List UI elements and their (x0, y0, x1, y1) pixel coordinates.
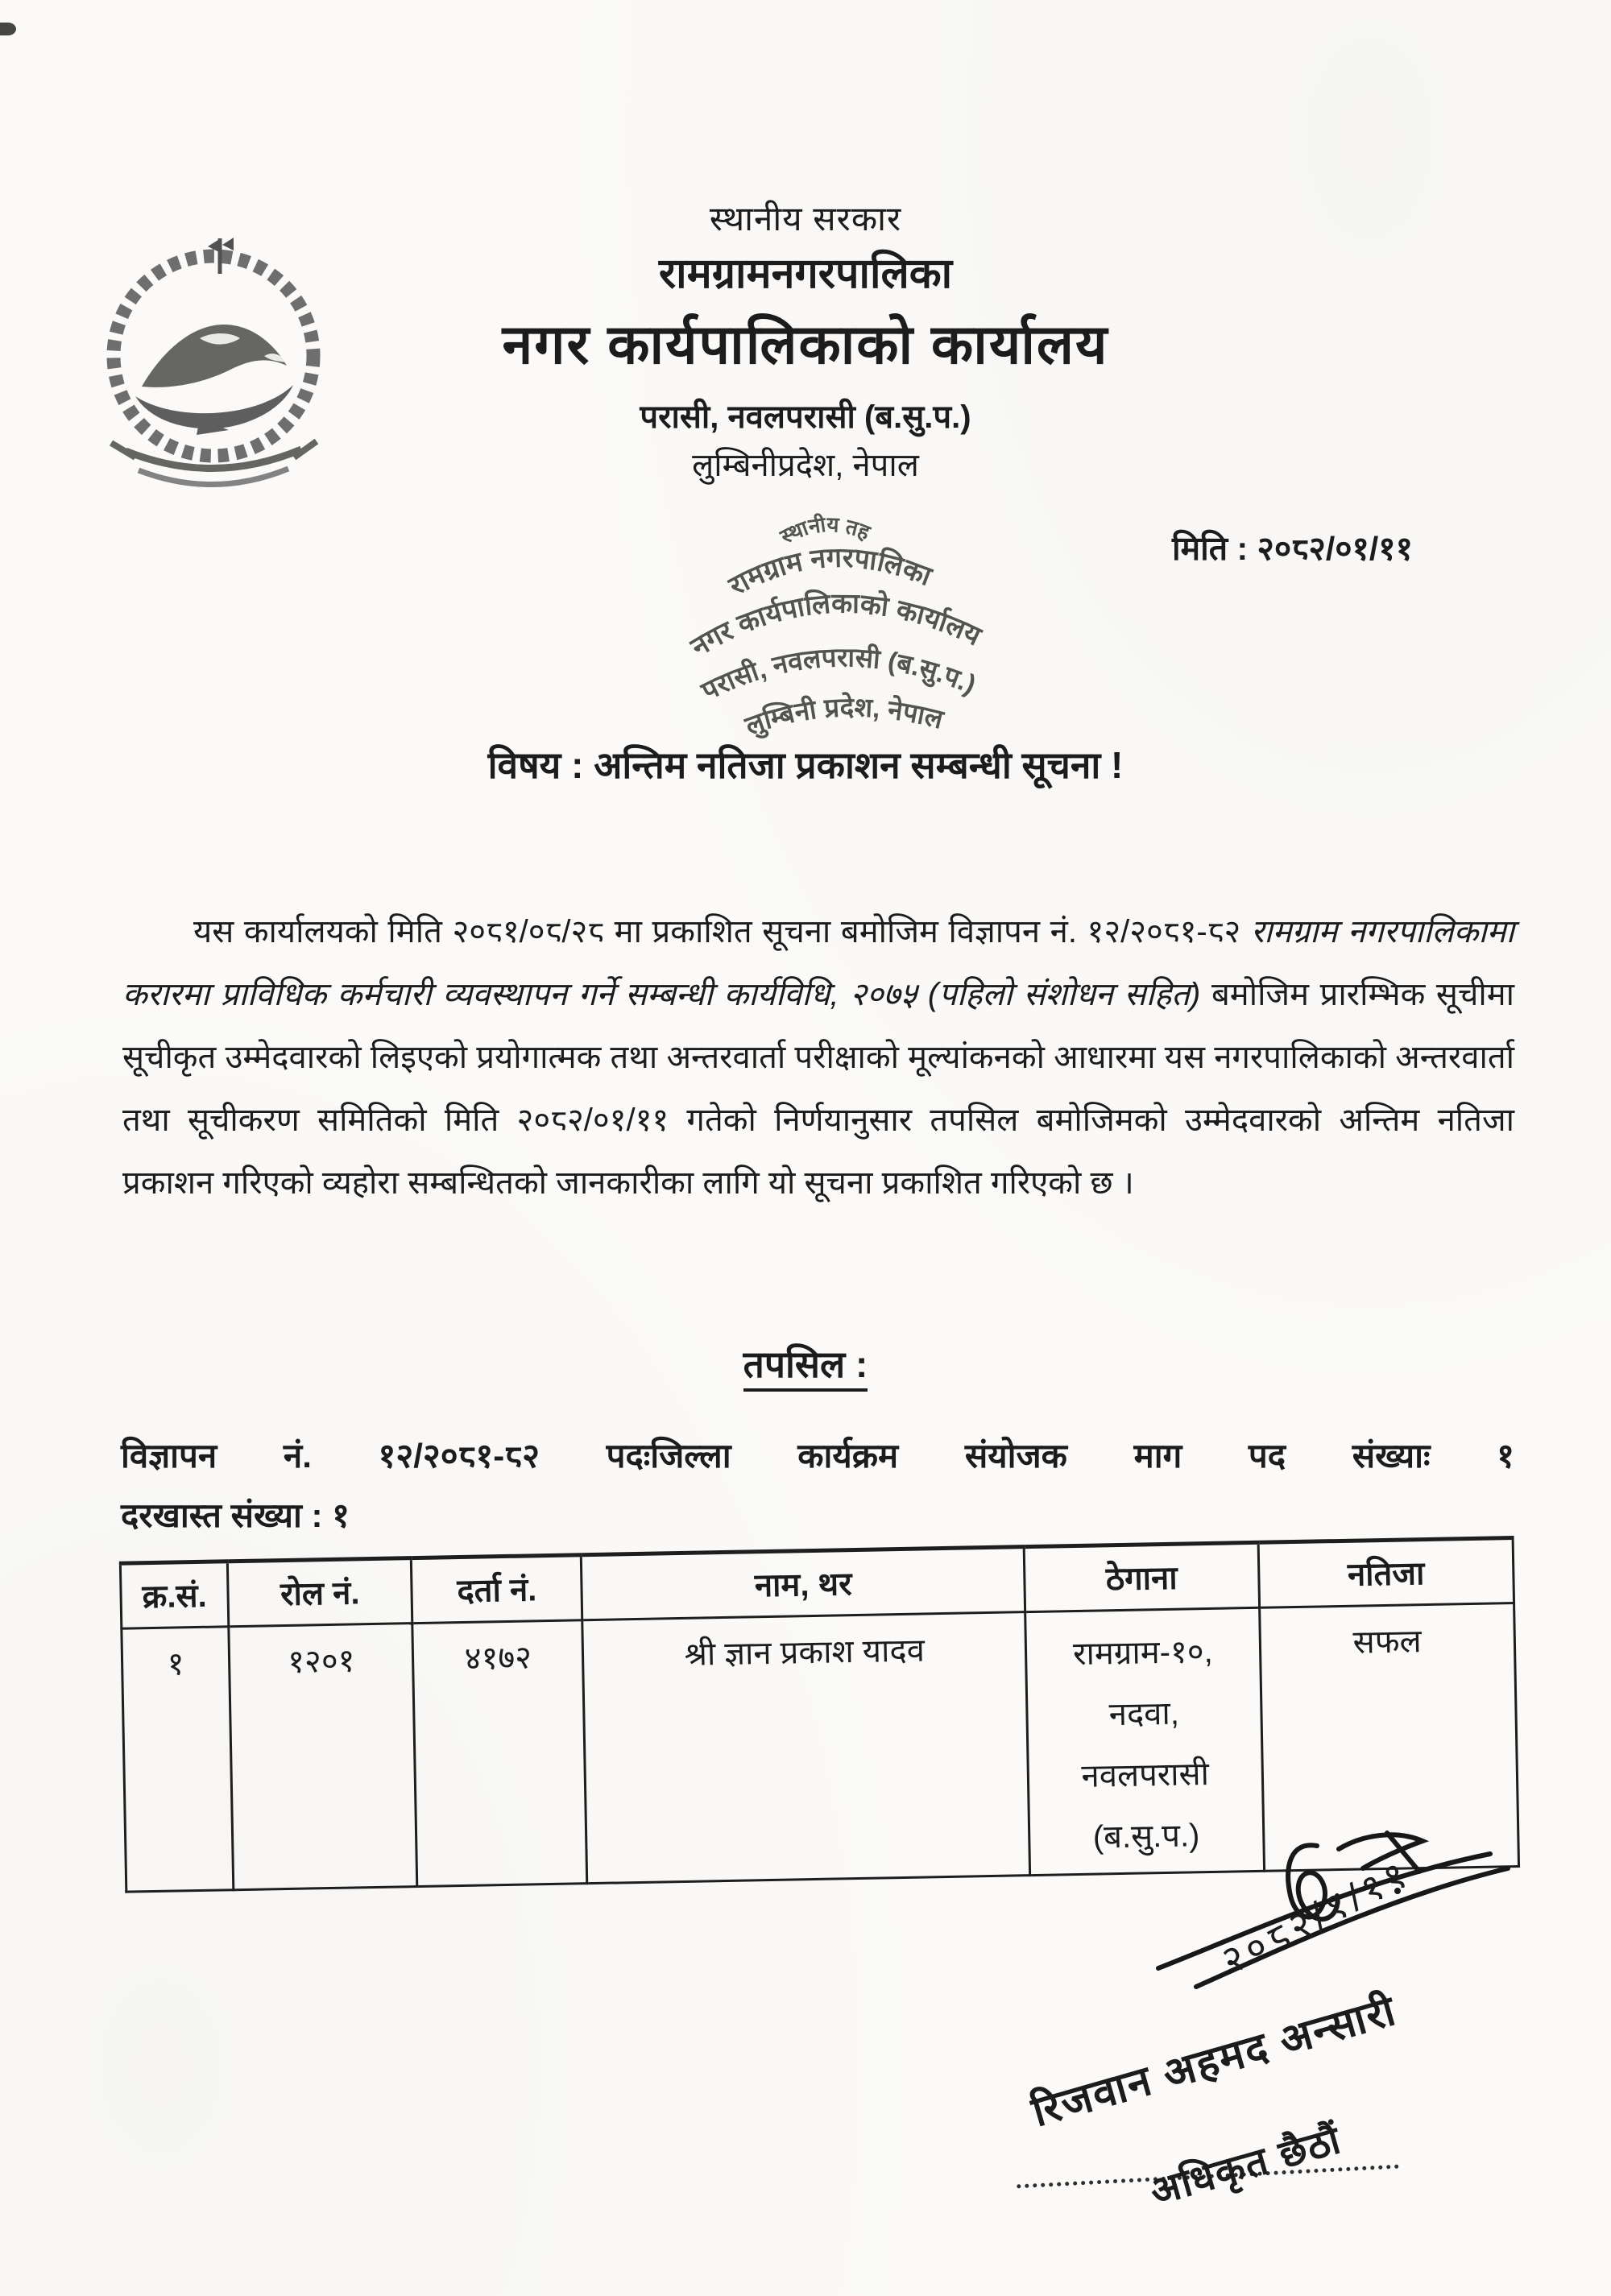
address-line-1: रामग्राम-१०, (1072, 1633, 1214, 1673)
cell-regd-no: ४१७२ (412, 1620, 587, 1887)
cell-name: श्री ज्ञान प्रकाश यादव (582, 1612, 1030, 1884)
signatory-name: रिजवान अहमद अन्सारी (1026, 1987, 1402, 2137)
stamp-line-1: स्थानीय तह (776, 511, 874, 549)
body-paragraph (122, 900, 1514, 1214)
cell-result: सफल (1259, 1603, 1518, 1872)
cell-roll-no: १२०१ (229, 1624, 417, 1890)
col-header-name: नाम, थर (582, 1547, 1025, 1620)
letterhead-office-name: नगर कार्यपालिकाको कार्यालय (502, 314, 1109, 375)
col-header-address: ठेगाना (1024, 1542, 1259, 1611)
letterhead-address-line: परासी, नवलपरासी (ब.सु.प.) (640, 399, 971, 435)
cell-sn: १ (122, 1627, 234, 1892)
subject-line: विषय : अन्तिम नतिजा प्रकाशन सम्बन्धी सूचना ! (487, 744, 1124, 786)
address-line-2: नदवा, (1108, 1695, 1180, 1733)
tapasil-heading-text: तपसिल : (743, 1343, 868, 1392)
stamp-line-5: लुम्बिनी प्रदेश, नेपाल (741, 692, 946, 741)
application-count-line: दरखास्त संख्या : १ (121, 1496, 350, 1534)
col-header-regd-no: दर्ता नं. (412, 1555, 582, 1624)
letterhead-government-line: स्थानीय सरकार (709, 200, 902, 238)
signatory-designation: अधिकृत छैठौं (1145, 2118, 1347, 2215)
col-header-result: नतिजा (1258, 1538, 1514, 1608)
scan-artifact-mark (0, 23, 16, 35)
stamp-line-4: परासी, नवलपरासी (ब.सु.प.) (696, 642, 981, 706)
stamp-line-3: नगर कार्यपालिकाको कार्यालय (685, 588, 986, 663)
address-line-3: नवलपरासी (1081, 1756, 1210, 1794)
col-header-sn: क्र.सं. (120, 1562, 229, 1628)
handwritten-date: २०८२/१/११ (1215, 1851, 1418, 1984)
letter-date: मिति : २०८२/०१/११ (1172, 530, 1413, 567)
address-line-4: (ब.सु.प.) (1092, 1818, 1200, 1855)
stamp-line-2: रामग्राम नगरपालिका (723, 542, 936, 602)
letterhead-municipality-name: रामग्रामनगरपालिका (658, 250, 953, 297)
office-stamp (611, 449, 1053, 765)
svg-text:लुम्बिनी प्रदेश, नेपाल (739, 686, 949, 745)
svg-text:स्थानीय तह (775, 510, 876, 550)
svg-text:रामग्राम नगरपालिका (722, 537, 938, 602)
col-header-roll-no: रोल नं. (227, 1558, 412, 1627)
tapasil-heading (0, 1338, 1611, 1388)
body-text-tail: बमोजिम प्रारम्भिक सूचीमा सूचीकृत उम्मेदवारको लिइएको प्रयोगात्मक तथा अन्तरवार्ता परीक्षाको मूल्यांकनको आधारमा यस नगरपालिकाको अन्तरवार्ता तथा सूचीकरण समितिको मिति २०८२/०१/११ गतेको निर्णयानुसार तपसिल बमोजिमको उम्मेदवारको अन्तिम नतिजा प्रकाशन गरिएको व्यहोरा सम्बन्धितको जानकारीका लागि यो सूचना प्रकाशित गरिएको छ । (122, 977, 1514, 1201)
letterhead-province-line: लुम्बिनीप्रदेश, नेपाल (692, 448, 919, 483)
office-stamp-icon (611, 449, 1053, 761)
body-text-procedure-name: रामग्राम नगरपालिकामा करारमा प्राविधिक कर्मचारी व्यवस्थापन गर्ने सम्बन्धी कार्यविधि, २०७५ (पहिलो संशोधन सहित) (122, 914, 1514, 1012)
advertisement-line: विज्ञापन नं. १२/२०८१-८२ पदःजिल्ला कार्यक्रम संयोजक माग पद संख्याः १ (121, 1437, 1514, 1475)
body-text-lead: यस कार्यालयको मिति २०८१/०८/२८ मा प्रकाशित सूचना बमोजिम विज्ञापन नं. १२/२०८१-८२ (193, 914, 1251, 949)
